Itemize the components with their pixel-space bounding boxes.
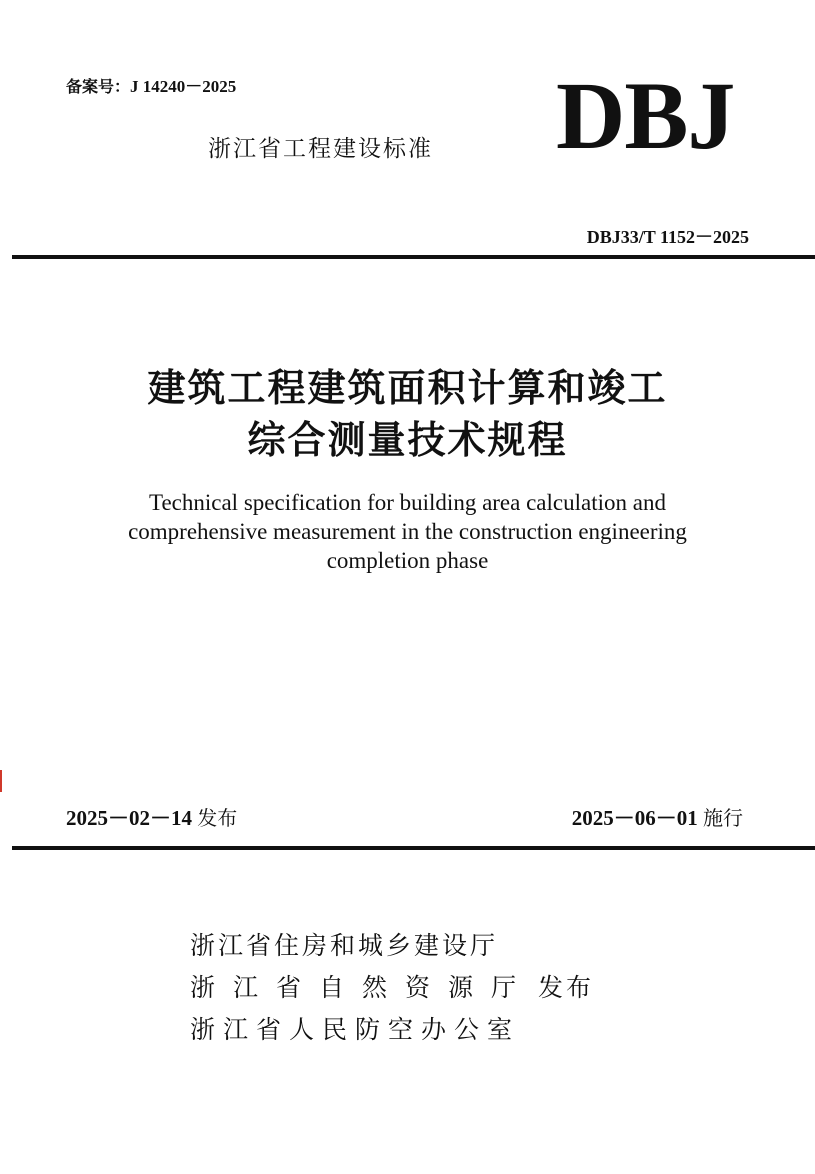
publisher-name-natural-resources: 浙江省自然资源厅: [190, 973, 535, 1002]
chinese-title: [0, 362, 815, 466]
publisher-name-housing: 浙江省住房和城乡建设厅: [190, 931, 499, 960]
publisher-row-2: [190, 967, 594, 1009]
issue-label: 发布: [197, 806, 238, 830]
issue-date-value: 2025－02－14: [66, 806, 192, 830]
chinese-title-line-2: 综合测量技术规程: [247, 417, 568, 462]
issue-date: [66, 802, 237, 832]
publisher-name-civil-air-defense: 浙江省人民防空办公室: [190, 1015, 521, 1044]
standard-number: DBJ33/T 1152－2025: [586, 227, 749, 247]
english-title-line-2: comprehensive measurement in the construction engineering: [128, 519, 687, 544]
publish-action: 发布: [538, 973, 595, 1002]
chinese-title-line-1: 建筑工程建筑面积计算和竣工: [147, 365, 668, 410]
top-divider: [12, 255, 815, 259]
bottom-divider: [12, 846, 815, 850]
publishers: [190, 925, 594, 1051]
publisher-row-3: [190, 1009, 594, 1051]
record-number: [66, 72, 236, 97]
record-label: 备案号：: [66, 77, 131, 96]
standard-category: 浙江省工程建设标准: [208, 136, 433, 162]
english-title-line-1: Technical specification for building area calculation and: [149, 490, 666, 515]
publisher-row-1: [190, 925, 594, 967]
implementation-date: [572, 802, 743, 832]
dbj-logo: DBJ: [556, 62, 735, 169]
english-title-line-3: completion phase: [326, 548, 489, 573]
record-number-value: J 14240－2025: [130, 77, 237, 96]
edge-mark: [0, 770, 2, 792]
implementation-date-value: 2025－06－01: [571, 806, 698, 830]
implementation-label: 施行: [703, 806, 743, 830]
english-title: [0, 488, 815, 575]
